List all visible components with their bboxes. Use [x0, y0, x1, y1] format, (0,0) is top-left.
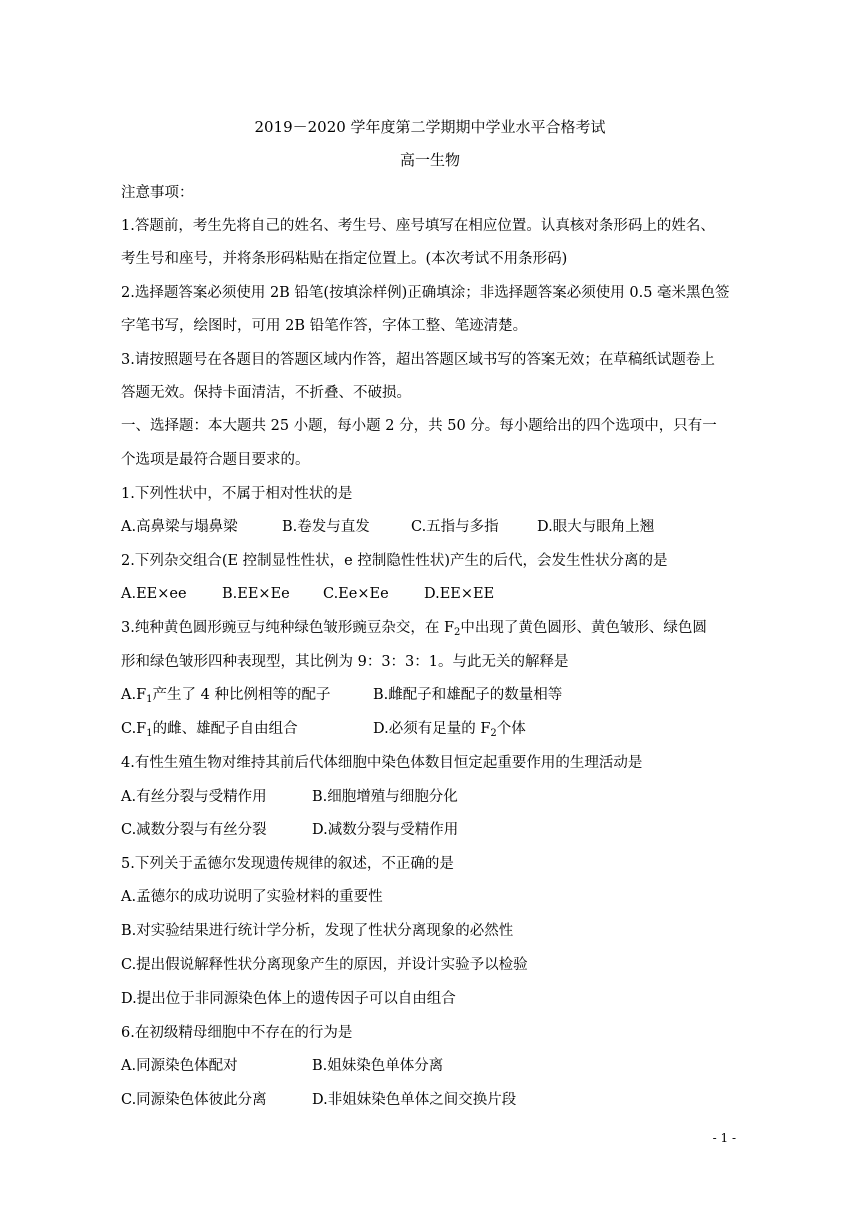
q4-option-c: C.减数分裂与有丝分裂 [121, 822, 267, 838]
q3-a-part: A.F [121, 687, 147, 703]
q2-option-d: D.EE×EE [424, 586, 495, 602]
q3-option-c [121, 720, 298, 738]
q3-d-sub: 2 [490, 728, 497, 739]
exam-title: 2019－2020 学年度第二学期期中学业水平合格考试 [254, 118, 606, 136]
q4-option-b: B.细胞增殖与细胞分化 [312, 789, 458, 805]
question-2-stem: 2.下列杂交组合(E 控制显性性状，e 控制隐性性状)产生的后代，会发生性状分离的是 [121, 553, 668, 569]
question-3-stem-cont: 形和绿色皱形四种表现型，其比例为 9：3：3：1。与此无关的解释是 [121, 654, 569, 670]
q5-option-d: D.提出位于非同源染色体上的遗传因子可以自由组合 [121, 991, 456, 1007]
exam-subtitle: 高一生物 [399, 151, 460, 169]
question-4-stem: 4.有性生殖生物对维持其前后代体细胞中染色体数目恒定起重要作用的生理活动是 [121, 755, 643, 771]
q3-option-b: B.雌配子和雄配子的数量相等 [373, 687, 563, 703]
question-6-stem: 6.在初级精母细胞中不存在的行为是 [121, 1025, 353, 1041]
q3-c-sub: 1 [146, 728, 153, 739]
q3-c-part: 的雌、雄配子自由组合 [152, 721, 298, 737]
section-heading: 一、选择题：本大题共 25 小题，每小题 2 分，共 50 分。每小题给出的四个选项中，只有一 [121, 418, 717, 434]
q6-option-d: D.非姐妹染色单体之间交换片段 [312, 1092, 517, 1108]
q1-option-a: A.高鼻梁与塌鼻梁 [121, 519, 238, 535]
q3-option-d [373, 720, 526, 738]
q3-d-part: 个体 [496, 721, 526, 737]
q6-option-b: B.姐妹染色单体分离 [312, 1058, 444, 1074]
q5-option-b: B.对实验结果进行统计学分析，发现了性状分离现象的必然性 [121, 923, 514, 939]
q3-stem-part: 3.纯种黄色圆形豌豆与纯种绿色皱形豌豆杂交，在 F [121, 620, 455, 636]
q2-option-c: C.Ee×Ee [323, 586, 389, 602]
q3-a-sub: 1 [146, 694, 153, 705]
notice-line: 3.请按照题号在各题目的答题区域内作答，超出答题区域书写的答案无效；在草稿纸试题卷上 [121, 352, 715, 368]
notice-heading: 注意事项： [121, 185, 194, 201]
q3-d-part: D.必须有足量的 F [373, 721, 491, 737]
q4-option-d: D.减数分裂与受精作用 [312, 822, 459, 838]
q5-option-a: A.孟德尔的成功说明了实验材料的重要性 [121, 889, 383, 905]
q5-option-c: C.提出假说解释性状分离现象产生的原因，并设计实验予以检验 [121, 957, 528, 973]
q3-a-part: 产生了 4 种比例相等的配子 [152, 687, 331, 703]
page-number: - 1 - [712, 1131, 736, 1145]
notice-line: 考生号和座号，并将条形码粘贴在指定位置上。(本次考试不用条形码) [121, 251, 568, 267]
q4-option-a: A.有丝分裂与受精作用 [121, 789, 267, 805]
q6-option-c: C.同源染色体彼此分离 [121, 1092, 267, 1108]
q2-option-b: B.EE×Ee [222, 586, 290, 602]
q3-subscript: 2 [454, 627, 461, 638]
q3-option-a [121, 686, 330, 704]
notice-line: 答题无效。保持卡面清洁，不折叠、不破损。 [121, 385, 411, 401]
q3-stem-part: 中出现了黄色圆形、黄色皱形、绿色圆 [460, 620, 707, 636]
question-5-stem: 5.下列关于孟德尔发现遗传规律的叙述，不正确的是 [121, 856, 454, 872]
question-1-stem: 1.下列性状中，不属于相对性状的是 [121, 486, 353, 502]
q1-option-c: C.五指与多指 [411, 519, 499, 535]
q2-option-a: A.EE×ee [121, 586, 187, 602]
q3-c-part: C.F [121, 721, 147, 737]
question-3-stem [121, 619, 707, 637]
q6-option-a: A.同源染色体配对 [121, 1058, 238, 1074]
q1-option-d: D.眼大与眼角上翘 [537, 519, 655, 535]
q1-option-b: B.卷发与直发 [282, 519, 370, 535]
notice-line: 2.选择题答案必须使用 2B 铅笔(按填涂样例)正确填涂；非选择题答案必须使用 0.5 毫米黑色签 [121, 285, 730, 301]
notice-line: 字笔书写，绘图时，可用 2B 铅笔作答，字体工整、笔迹清楚。 [121, 318, 528, 334]
notice-line: 1.答题前，考生先将自己的姓名、考生号、座号填写在相应位置。认真核对条形码上的姓名、 [121, 218, 715, 234]
section-heading: 个选项是最符合题目要求的。 [121, 452, 310, 468]
